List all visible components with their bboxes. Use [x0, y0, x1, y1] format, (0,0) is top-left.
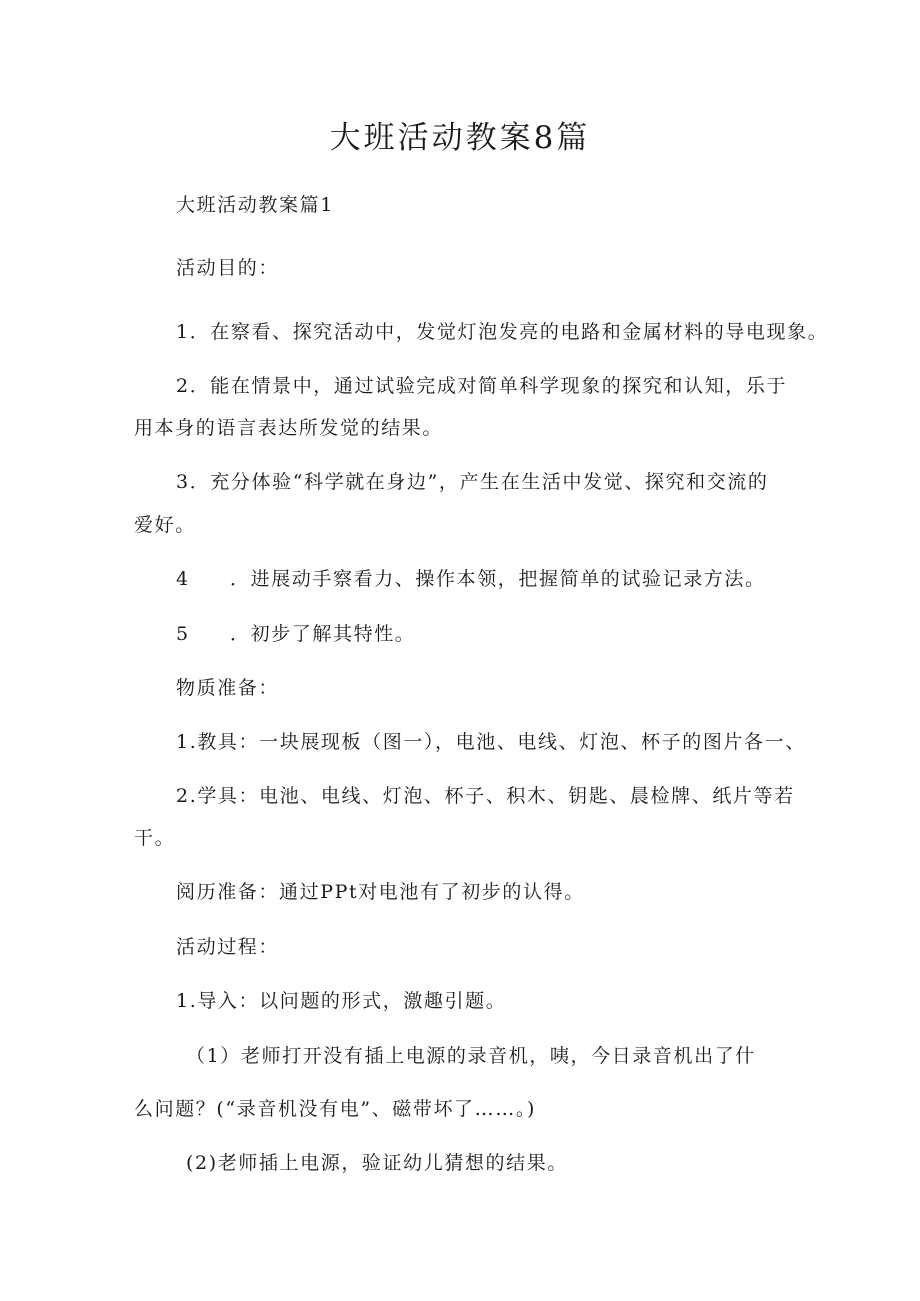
paragraph: 1．在察看、探究活动中，发觉灯泡发亮的电路和金属材料的导电现象。 — [176, 321, 829, 343]
list-number: 5 — [176, 623, 190, 645]
list-item — [176, 564, 766, 591]
paragraph: 1.教具：一块展现板（图一），电池、电线、灯泡、杯子的图片各一、 — [176, 731, 806, 753]
paragraph-continuation: 用本身的语言表达所发觉的结果。 — [134, 417, 444, 439]
paragraph-label: 活动目的： — [176, 257, 280, 279]
paragraph-label: 活动过程： — [176, 936, 280, 958]
list-number: 4 — [176, 568, 190, 590]
paragraph-label: 物质准备： — [176, 677, 280, 699]
list-text: ．初步了解其特性。 — [230, 623, 416, 645]
paragraph-continuation: 么问题？(“录音机没有电”、磁带坏了……。) — [134, 1098, 536, 1120]
paragraph-continuation: 干。 — [134, 827, 176, 849]
list-text: ．进展动手察看力、操作本领，把握简单的试验记录方法。 — [230, 568, 766, 590]
paragraph: （1）老师打开没有插上电源的录音机，咦，今日录音机出了什 — [186, 1045, 756, 1067]
document-title: 大班活动教案8篇 — [329, 120, 591, 156]
paragraph: 1.导入：以问题的形式，激趣引题。 — [176, 990, 507, 1012]
paragraph: (2)老师插上电源，验证幼儿猜想的结果。 — [186, 1152, 568, 1174]
paragraph-continuation: 爱好。 — [134, 514, 196, 536]
section-heading: 大班活动教案篇1 — [176, 194, 334, 216]
paragraph: 3．充分体验“科学就在身边”，产生在生活中发觉、探究和交流的 — [176, 471, 769, 493]
list-item — [176, 619, 415, 646]
paragraph: 2.学具：电池、电线、灯泡、杯子、积木、钥匙、晨检牌、纸片等若 — [176, 785, 795, 807]
paragraph: 2．能在情景中，通过试验完成对简单科学现象的探究和认知，乐于 — [176, 375, 788, 397]
paragraph: 阅历准备：通过PPt对电池有了初步的认得。 — [176, 881, 585, 903]
